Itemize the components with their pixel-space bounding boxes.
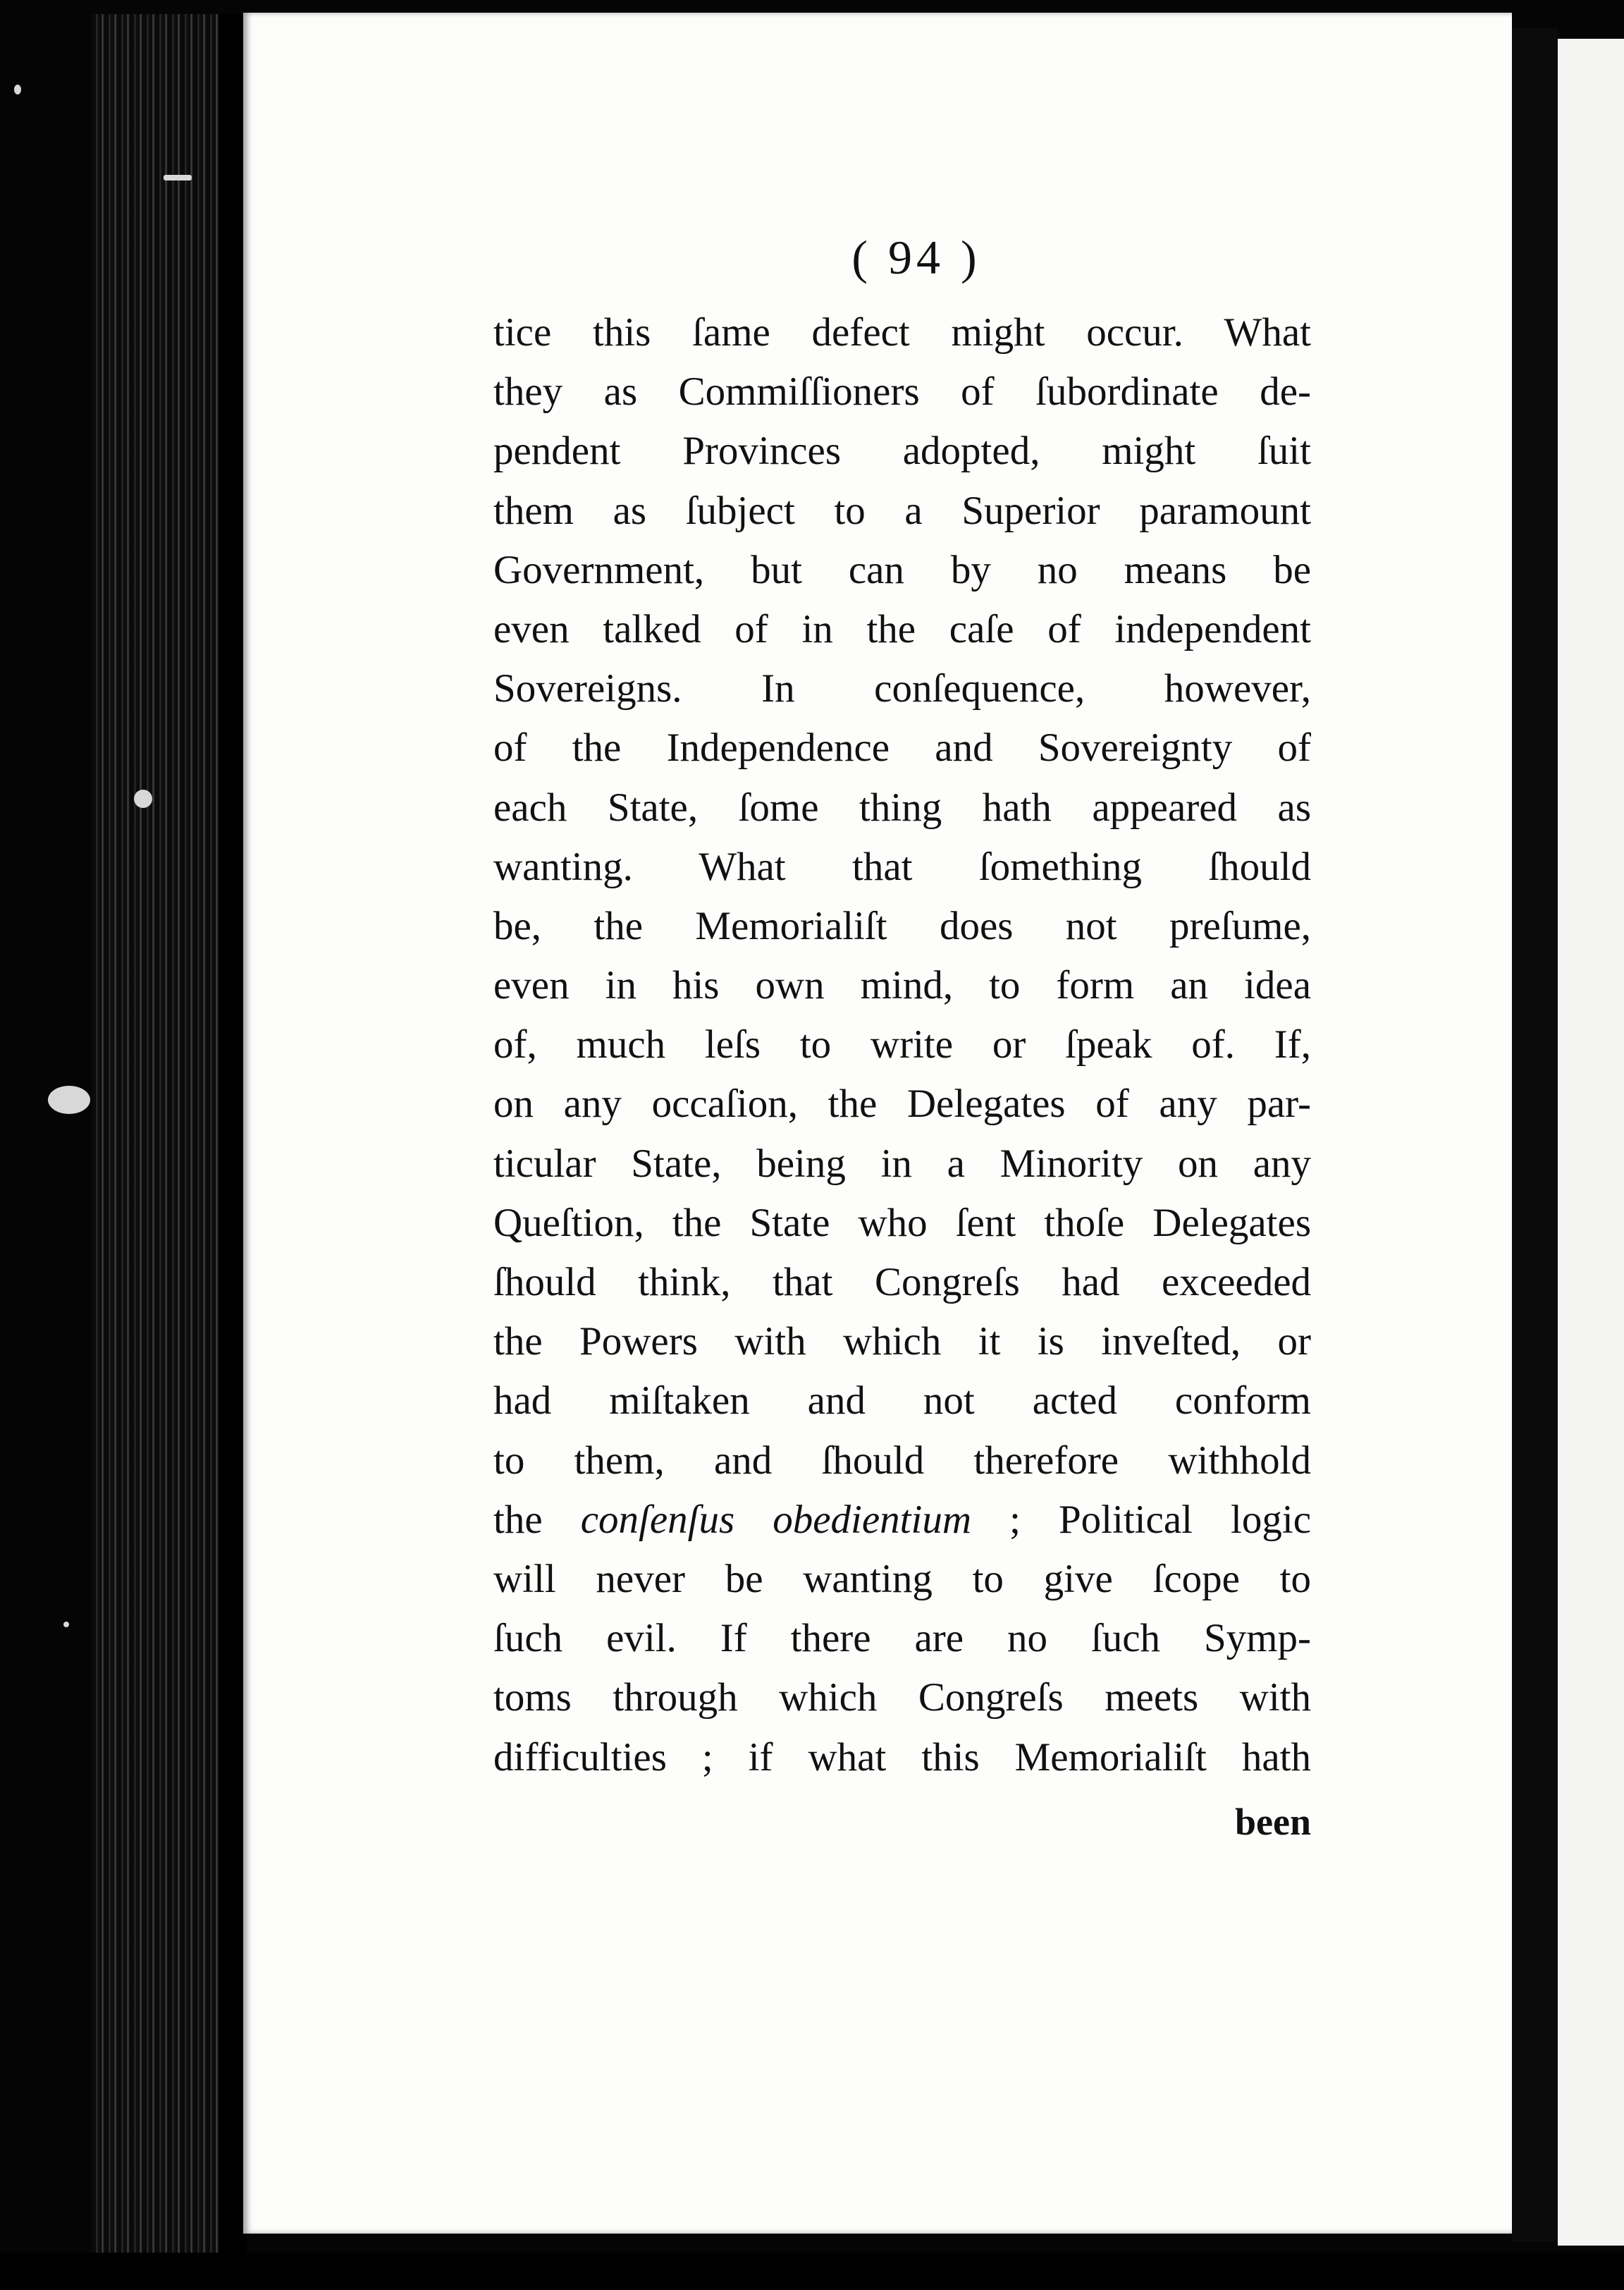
text-line: wanting. What that ſomething ſhould — [493, 844, 1311, 889]
text-line: difficulties ; if what this Memorialiſt hath — [493, 1734, 1311, 1780]
text-line: on any occaſion, the Delegates of any par- — [493, 1082, 1311, 1127]
text-line: ticular State, being in a Minority on any — [493, 1141, 1311, 1186]
text-line: will never be wanting to give ſcope to — [493, 1556, 1311, 1601]
text-line — [493, 1490, 1311, 1550]
gutter-right — [1512, 28, 1558, 2242]
latin-phrase: conſenſus obedientium — [580, 1497, 971, 1542]
text-line: of, much leſs to write or ſpeak of. If, — [493, 1022, 1311, 1067]
margin-speck — [14, 85, 21, 94]
text-line: even in his own mind, to form an idea — [493, 963, 1311, 1008]
text-line: Queſtion, the State who ſent thoſe Delegates — [493, 1200, 1311, 1245]
catchword: been — [1235, 1800, 1311, 1843]
text-line: ſuch evil. If there are no ſuch Symp- — [493, 1616, 1311, 1661]
text-line: Government, but can by no means be — [493, 547, 1311, 592]
next-page-edge — [1558, 39, 1624, 2246]
text-line: each State, ſome thing hath appeared as — [493, 785, 1311, 830]
text-segment: the — [493, 1497, 581, 1542]
text-line: pendent Provinces adopted, might ſuit — [493, 429, 1311, 474]
text-line: toms through which Congreſs meets with — [493, 1675, 1311, 1720]
text-line: to them, and ſhould therefore withhold — [493, 1438, 1311, 1483]
text-line: of the Independence and Sovereignty of — [493, 725, 1311, 771]
text-segment: ; Political logic — [971, 1497, 1311, 1542]
margin-speck — [164, 175, 192, 180]
text-line: had miſtaken and not acted conform — [493, 1378, 1311, 1423]
text-line: the Powers with which it is inveſted, or — [493, 1319, 1311, 1364]
text-line: be, the Memorialiſt does not preſume, — [493, 903, 1311, 948]
margin-speck — [48, 1086, 90, 1114]
text-line: ſhould think, that Congreſs had exceeded — [493, 1260, 1311, 1304]
text-line: them as ſubject to a Superior paramount — [493, 488, 1311, 533]
margin-speck — [63, 1622, 69, 1627]
page-text — [493, 226, 1311, 1854]
page-number: ( 94 ) — [851, 231, 981, 284]
text-line: they as Commiſſioners of ſubordinate de- — [493, 369, 1311, 415]
bottom-border — [0, 2253, 1624, 2290]
text-line: even talked of in the caſe of independent — [493, 606, 1311, 651]
text-line: tice this ſame defect might occur. What — [493, 310, 1311, 355]
spine-shadow — [219, 14, 247, 2256]
text-line: Sovereigns. In conſequence, however, — [493, 666, 1311, 711]
margin-speck — [134, 790, 152, 808]
